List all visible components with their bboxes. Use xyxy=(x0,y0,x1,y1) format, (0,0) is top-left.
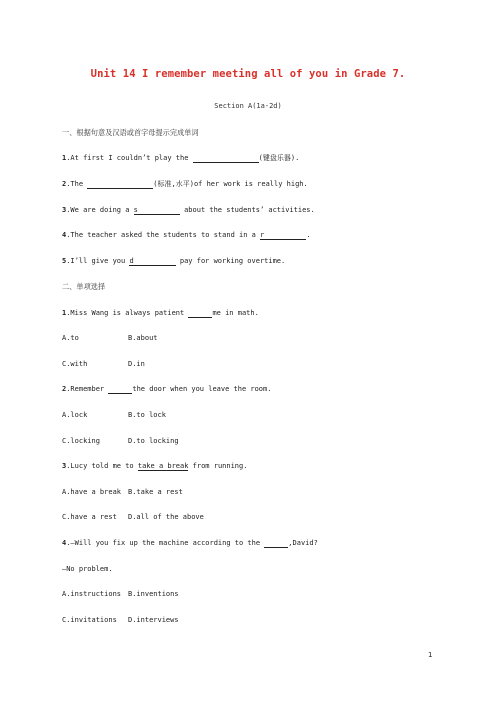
answer-blank[interactable] xyxy=(108,385,132,394)
question-text-end: me in math. xyxy=(212,309,259,317)
part1-question-3 xyxy=(62,205,315,216)
mc-options-row xyxy=(62,333,158,343)
question-text: .At first I couldn’t play the xyxy=(66,154,193,162)
mc-options-row xyxy=(62,512,204,522)
initial-letter-hint: r xyxy=(260,231,306,240)
option-d[interactable]: D.to locking xyxy=(128,437,179,445)
question-text: .Miss Wang is always patient xyxy=(66,309,189,317)
mc-question-1 xyxy=(62,308,259,318)
option-b[interactable]: B.inventions xyxy=(128,590,179,598)
question-text: .I’ll give you xyxy=(66,257,130,265)
mc-options-row xyxy=(62,359,145,369)
initial-letter-hint: d xyxy=(129,257,175,266)
question-text-end: pay for working overtime. xyxy=(175,257,286,265)
part1-question-5 xyxy=(62,256,285,267)
mc-question-4 xyxy=(62,538,318,548)
answer-blank[interactable] xyxy=(264,539,288,548)
option-a[interactable]: A.to xyxy=(62,334,79,342)
question-hint: (键盘乐器). xyxy=(258,154,300,162)
question-number: 4 xyxy=(62,231,67,239)
option-d[interactable]: D.in xyxy=(128,360,145,368)
question-text: .We are doing a xyxy=(66,206,134,214)
option-d[interactable]: D.interviews xyxy=(128,616,179,624)
question-number: 2 xyxy=(62,385,67,393)
option-c[interactable]: C.have a rest xyxy=(62,513,117,521)
answer-blank[interactable] xyxy=(188,309,212,318)
answer-blank[interactable] xyxy=(193,154,259,163)
question-number: 4 xyxy=(62,539,67,547)
option-a[interactable]: A.instructions xyxy=(62,590,122,598)
underlined-phrase: take a break xyxy=(137,462,189,470)
question-text-end: ,David? xyxy=(288,539,318,547)
part1-question-1 xyxy=(62,153,299,163)
option-a[interactable]: A.have a break xyxy=(62,488,122,496)
question-number: 3 xyxy=(62,206,67,214)
mc-options-row xyxy=(62,410,166,420)
option-c[interactable]: C.invitations xyxy=(62,616,117,624)
question-text-end: about the students’ activities. xyxy=(179,206,315,214)
option-a[interactable]: A.lock xyxy=(62,411,88,419)
option-b[interactable]: B.take a rest xyxy=(128,488,183,496)
question-text: .Lucy told me to xyxy=(66,462,138,470)
mc-question-2 xyxy=(62,384,271,394)
question-number: 1 xyxy=(62,309,67,317)
part2-heading: 二、单项选择 xyxy=(62,282,106,291)
answer-blank[interactable] xyxy=(87,180,153,189)
part1-heading: 一、根据句意及汉语或首字母提示完成单词 xyxy=(62,128,199,137)
question-text: .Remember xyxy=(66,385,109,393)
question-text-end: . xyxy=(306,231,311,239)
option-c[interactable]: C.with xyxy=(62,360,88,368)
question-hint: (标准,水平)of her work is really high. xyxy=(153,180,308,188)
mc-options-row xyxy=(62,487,183,497)
part1-question-2 xyxy=(62,179,308,189)
question-text: .The xyxy=(66,180,88,188)
mc-options-row xyxy=(62,589,179,599)
question-number: 3 xyxy=(62,462,67,470)
page-number: 1 xyxy=(428,651,433,659)
option-d[interactable]: D.all of the above xyxy=(128,513,204,521)
option-b[interactable]: B.to lock xyxy=(128,411,166,419)
page-title: Unit 14 I remember meeting all of you in Grade 7. xyxy=(90,68,406,80)
option-c[interactable]: C.locking xyxy=(62,437,100,445)
question-number: 1 xyxy=(62,154,67,162)
question-text-end: from running. xyxy=(188,462,248,470)
question-number: 2 xyxy=(62,180,67,188)
question-text: .The teacher asked the students to stand in a xyxy=(66,231,261,239)
mc-options-row xyxy=(62,615,179,625)
initial-letter-hint: s xyxy=(134,206,180,215)
option-b[interactable]: B.about xyxy=(128,334,158,342)
question-number: 5 xyxy=(62,257,67,265)
section-subtitle: Section A(1a-2d) xyxy=(214,102,282,110)
mc-options-row xyxy=(62,436,179,446)
question-text-end: the door when you leave the room. xyxy=(132,385,272,393)
part1-question-4 xyxy=(62,230,311,241)
dialogue-reply: —No problem. xyxy=(62,565,113,573)
mc-question-3 xyxy=(62,461,247,471)
question-text: .—Will you fix up the machine according to the xyxy=(66,539,265,547)
